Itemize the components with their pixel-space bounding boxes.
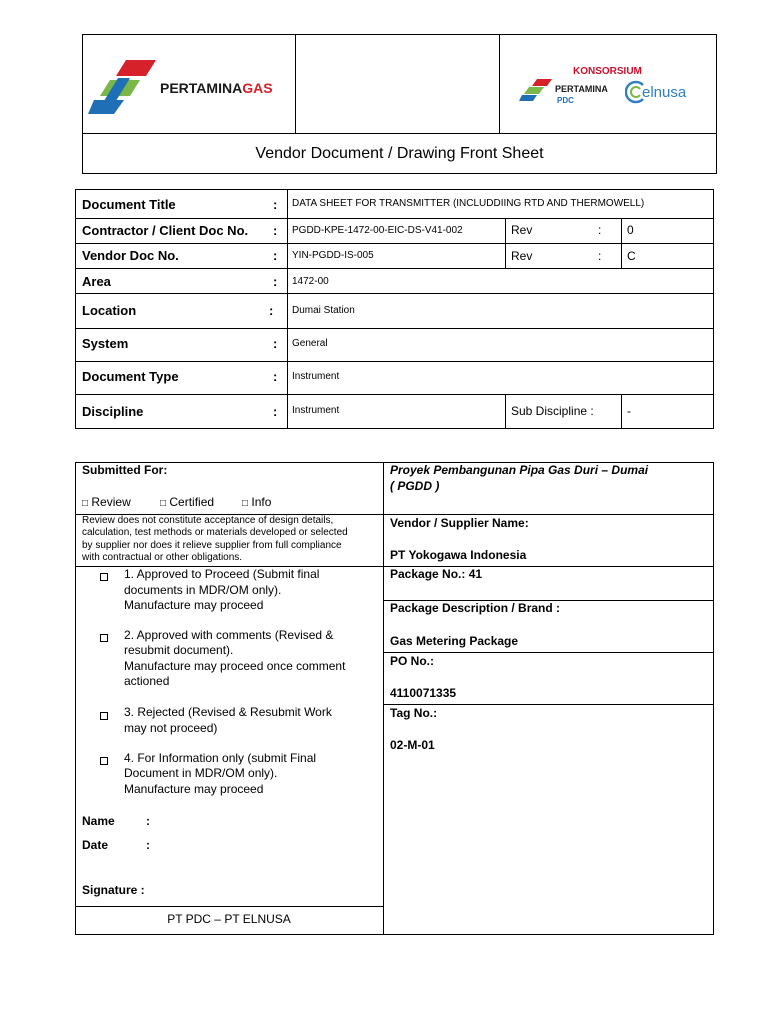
discipline-label: Discipline <box>82 404 144 419</box>
vendor-doc-no-value: YIN-PGDD-IS-005 <box>292 250 374 261</box>
contractor-doc-no-value: PGDD-KPE-1472-00-EIC-DS-V41-002 <box>292 225 463 236</box>
rev-colon: : <box>598 223 602 237</box>
disclaimer-line: with contractual or other obligations. <box>82 552 243 563</box>
submitted-for-label: Submitted For: <box>82 463 168 477</box>
colon: : <box>273 336 278 351</box>
sub-discipline-label: Sub Discipline : <box>511 404 594 418</box>
package-no: Package No.: 41 <box>390 567 483 581</box>
info-row-line <box>75 361 714 362</box>
info-row-line <box>75 218 714 219</box>
colon: : <box>273 248 278 263</box>
discipline-value: Instrument <box>292 405 340 416</box>
rev-label: Rev <box>511 249 533 263</box>
approval-item-2-line: 2. Approved with comments (Revised & <box>124 628 334 642</box>
disclaimer-line: calculation, test methods or materials developed or selected <box>82 527 348 538</box>
logo-gas-word: GAS <box>242 80 273 96</box>
option-info-box: □ <box>242 498 249 509</box>
approval-item-2-line: resubmit document). <box>124 643 234 657</box>
submission-col-line <box>383 462 384 935</box>
colon: : <box>273 223 278 238</box>
po-no-value: 4110071335 <box>390 686 457 700</box>
header-col-divider-2 <box>499 34 500 133</box>
approval-item-4-line: Manufacture may proceed <box>124 782 264 796</box>
vendor-doc-no-label: Vendor Doc No. <box>82 248 179 263</box>
logo-pertamina-word: PERTAMINA <box>160 80 243 96</box>
info-col-line <box>621 218 622 268</box>
info-col-line <box>287 189 288 429</box>
option-review[interactable] <box>82 495 131 509</box>
right-row-line <box>383 652 714 653</box>
signatory-company: PT PDC – PT ELNUSA <box>167 912 291 926</box>
info-col-line <box>505 218 506 268</box>
approval-item-2-line: Manufacture may proceed once comment <box>124 659 346 673</box>
header-divider <box>82 133 717 134</box>
option-info-label: Info <box>251 495 272 509</box>
project-title-line: Proyek Pembangunan Pipa Gas Duri – Dumai <box>390 463 649 477</box>
system-value: General <box>292 338 328 349</box>
rev-colon: : <box>598 249 602 263</box>
right-row-line <box>383 514 714 515</box>
area-label: Area <box>82 274 111 289</box>
pertamina-small-emblem-icon <box>519 78 553 102</box>
info-col-line <box>621 394 622 429</box>
info-row-line <box>75 394 714 395</box>
document-type-label: Document Type <box>82 369 179 384</box>
header-col-divider-1 <box>295 34 296 133</box>
location-value: Dumai Station <box>292 305 355 316</box>
approval-item-4-line: Document in MDR/OM only). <box>124 766 278 780</box>
pertamina-emblem-icon <box>88 58 158 116</box>
colon: : <box>273 369 278 384</box>
info-row-line <box>75 243 714 244</box>
option-certified[interactable] <box>160 495 214 509</box>
info-col-line <box>505 394 506 429</box>
approval-item-3-line: 3. Rejected (Revised & Resubmit Work <box>124 705 332 719</box>
info-row-line <box>75 328 714 329</box>
date-label: Date <box>82 838 109 852</box>
vendor-name-label: Vendor / Supplier Name: <box>390 516 529 530</box>
po-no-label: PO No.: <box>390 654 434 668</box>
colon: : <box>273 274 278 289</box>
colon: : <box>269 303 274 318</box>
package-description-value: Gas Metering Package <box>390 634 519 648</box>
approval-item-4-line: 4. For Information only (submit Final <box>124 751 317 765</box>
page-title: Vendor Document / Drawing Front Sheet <box>255 145 544 162</box>
approval-checkbox-4[interactable] <box>100 757 108 765</box>
right-row-line <box>383 704 714 705</box>
konsorsium-text: KONSORSIUM <box>573 66 642 77</box>
area-value: 1472-00 <box>292 276 329 287</box>
date-colon: : <box>146 838 150 852</box>
left-row-line <box>75 906 383 907</box>
contractor-rev-value: 0 <box>627 223 634 237</box>
option-info[interactable] <box>242 495 271 509</box>
package-description-label: Package Description / Brand : <box>390 601 561 615</box>
tag-no-value: 02-M-01 <box>390 738 435 752</box>
project-title-line: ( PGDD ) <box>390 479 440 493</box>
option-review-label: Review <box>91 495 131 509</box>
vendor-name-value: PT Yokogawa Indonesia <box>390 548 527 562</box>
approval-checkbox-1[interactable] <box>100 573 108 581</box>
tag-no-label: Tag No.: <box>390 706 438 720</box>
approval-item-3-line: may not proceed) <box>124 721 218 735</box>
approval-item-2-line: actioned <box>124 674 170 688</box>
konsorsium-pertamina-text: PERTAMINA <box>555 84 608 94</box>
option-certified-label: Certified <box>169 495 215 509</box>
konsorsium-logo <box>505 60 715 120</box>
pertamina-gas-logo-text <box>160 80 273 96</box>
option-review-box: □ <box>82 498 89 509</box>
vendor-rev-value: C <box>627 249 636 263</box>
signature-label: Signature : <box>82 883 145 897</box>
disclaimer-line: by supplier nor does it relieve supplier from full compliance <box>82 540 342 551</box>
system-label: System <box>82 336 129 351</box>
info-row-line <box>75 293 714 294</box>
colon: : <box>273 404 278 419</box>
konsorsium-pdc-text: PDC <box>557 96 574 105</box>
rev-label: Rev <box>511 223 533 237</box>
name-label: Name <box>82 814 115 828</box>
info-row-line <box>75 268 714 269</box>
pertamina-gas-logo <box>88 58 293 118</box>
approval-checkbox-2[interactable] <box>100 634 108 642</box>
approval-checkbox-3[interactable] <box>100 712 108 720</box>
option-certified-box: □ <box>160 498 167 509</box>
document-title-label: Document Title <box>82 197 176 212</box>
sub-discipline-value: - <box>627 404 631 418</box>
approval-item-1-line: documents in MDR/OM only). <box>124 583 282 597</box>
colon: : <box>273 197 278 212</box>
disclaimer-line: Review does not constitute acceptance of design details, <box>82 515 334 526</box>
name-colon: : <box>146 814 150 828</box>
approval-item-1-line: 1. Approved to Proceed (Submit final <box>124 567 320 581</box>
contractor-doc-no-label: Contractor / Client Doc No. <box>82 223 249 238</box>
elnusa-text: elnusa <box>642 84 687 101</box>
approval-item-1-line: Manufacture may proceed <box>124 598 264 612</box>
document-type-value: Instrument <box>292 371 340 382</box>
location-label: Location <box>82 303 137 318</box>
document-title-value: DATA SHEET FOR TRANSMITTER (INCLUDDIING RTD AND THERMOWELL) <box>292 198 645 209</box>
